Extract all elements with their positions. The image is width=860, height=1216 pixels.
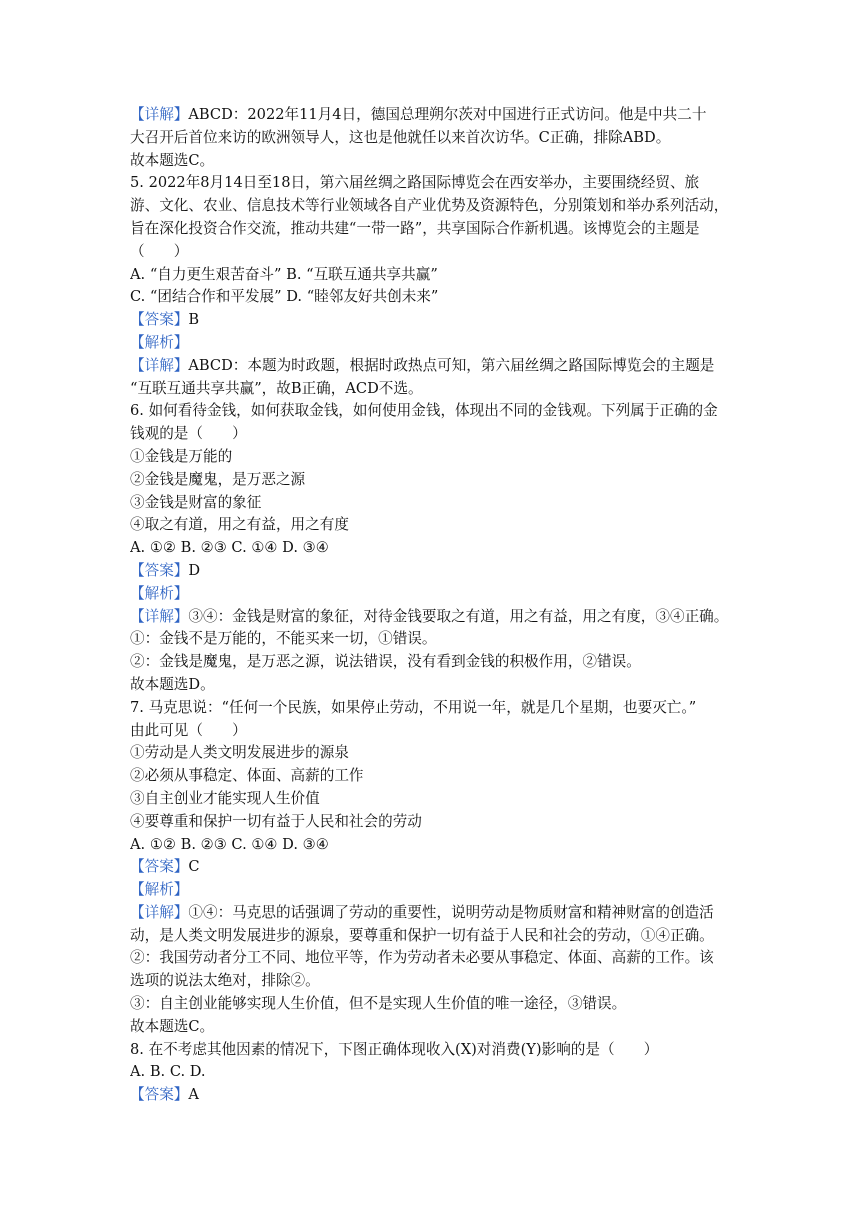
answer-text: A [188,1086,199,1104]
detail-line [130,606,730,629]
answer-tag: 【答案】 [130,858,189,876]
document-body [130,104,730,1107]
text-line: 故本题选D。 [130,675,215,693]
text-line: 由此可见（ ） [130,721,247,739]
text-line: ②：我国劳动者分工不同、地位平等，作为劳动者未必要从事稳定、体面、高薪的工作。该 [130,949,714,967]
detail-text: ABCD：2022年11月4日，德国总理朔尔茨对中国进行正式访问。他是中共二十 [188,106,707,123]
answer-line [130,856,730,879]
text-line: ③自主创业才能实现人生价值 [130,789,320,807]
text-line: 故本题选C。 [130,151,215,169]
detail-text: ③④：金钱是财富的象征，对待金钱要取之有道，用之有益，用之有度，③④正确。 [188,607,729,625]
text-line: ②：金钱是魔鬼，是万恶之源，说法错误，没有看到金钱的积极作用，②错误。 [130,653,641,671]
analysis-line [130,583,730,606]
answer-line [130,560,730,583]
analysis-tag: 【解析】 [130,584,189,602]
detail-line [130,104,730,127]
text-line: 钱观的是（ ） [130,425,247,443]
answer-text: B [188,311,200,329]
analysis-tag: 【解析】 [130,333,189,351]
text-line: A. “自力更生艰苦奋斗” B. “互联互通共享共赢” [130,265,438,283]
answer-tag: 【答案】 [130,311,189,329]
detail-text: ①④：马克思的话强调了劳动的重要性，说明劳动是物质财富和精神财富的创造活 [188,903,714,921]
detail-line [130,902,730,925]
text-line: A. B. C. D. [130,1063,206,1081]
detail-line [130,355,730,378]
text-line: 6. 如何看待金钱，如何获取金钱，如何使用金钱，体现出不同的金钱观。下列属于正确的金 [130,402,718,420]
answer-line [130,1084,730,1107]
text-line: ④取之有道，用之有益，用之有度 [130,516,349,534]
text-line: A. ①② B. ②③ C. ①④ D. ③④ [130,539,329,557]
answer-line [130,309,730,332]
analysis-tag: 【解析】 [130,881,189,899]
text-line: ①金钱是万能的 [130,447,233,465]
text-line: 大召开后首位来访的欧洲领导人，这也是他就任以来首次访华。C正确，排除ABD。 [130,128,671,146]
text-line: C. “团结合作和平发展” D. “睦邻友好共创未来” [130,288,439,306]
text-line: ①劳动是人类文明发展进步的源泉 [130,744,349,762]
text-line: “互联互通共享共赢”，故B正确，ACD不选。 [130,379,423,397]
text-line: ①：金钱不是万能的，不能买来一切，①错误。 [130,630,437,648]
text-line: ②必须从事稳定、体面、高薪的工作 [130,767,364,785]
analysis-line [130,879,730,902]
analysis-line [130,332,730,355]
text-line: 游、文化、农业、信息技术等行业领域各自产业优势及资源特色，分别策划和举办系列活动， [130,197,729,215]
text-line: ④要尊重和保护一切有益于人民和社会的劳动 [130,812,422,830]
answer-tag: 【答案】 [130,561,189,579]
detail-tag: 【详解】 [130,607,189,625]
text-line: 5. 2022年8月14日至18日，第六届丝绸之路国际博览会在西安举办，主要围绕经贸、旅 [130,174,700,192]
detail-tag: 【详解】 [130,903,189,921]
answer-text: C [188,858,200,876]
text-line: 动，是人类文明发展进步的源泉，要尊重和保护一切有益于人民和社会的劳动，①④正确。 [130,926,714,944]
text-line: 7. 马克思说：“任何一个民族，如果停止劳动，不用说一年，就是几个星期，也要灭亡。” [130,698,697,716]
answer-text: D [188,561,201,579]
detail-text: ABCD：本题为时政题，根据时政热点可知，第六届丝绸之路国际博览会的主题是 [188,356,715,374]
text-line: ②金钱是魔鬼，是万恶之源 [130,470,306,488]
answer-tag: 【答案】 [130,1086,189,1104]
detail-tag: 【详解】 [130,356,189,374]
text-line: ③金钱是财富的象征 [130,493,262,511]
text-line: 8. 在不考虑其他因素的情况下，下图正确体现收入(X)对消费(Y)影响的是（ ） [130,1040,659,1058]
text-line: 故本题选C。 [130,1017,215,1035]
text-line: 旨在深化投资合作交流，推动共建“一带一路”，共享国际合作新机遇。该博览会的主题是 [130,219,700,237]
text-line: A. ①② B. ②③ C. ①④ D. ③④ [130,835,329,853]
detail-tag: 【详解】 [130,106,189,123]
text-line: （ ） [130,242,189,260]
text-line: ③：自主创业能够实现人生价值，但不是实现人生价值的唯一途径，③错误。 [130,995,627,1013]
text-line: 选项的说法太绝对，排除②。 [130,972,320,990]
